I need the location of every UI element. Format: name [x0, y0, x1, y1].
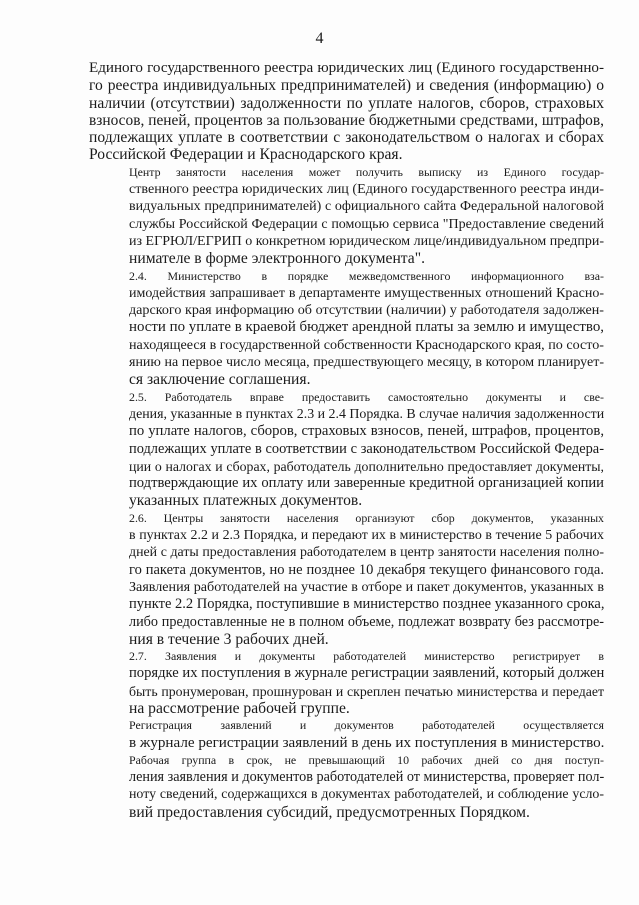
text-line: дней с даты предоставления работодателем в центр занятости населения полно-	[129, 545, 604, 561]
text-line: порядке их поступления в журнале регистрации заявлений, который должен	[129, 665, 605, 682]
text-line: ления заявления и документов работодателей от министерства, проверяет пол-	[129, 769, 605, 786]
text-line: взносов, пеней, процентов за пользование бюджетными средствами, штрафов,	[89, 111, 604, 129]
document-body	[89, 60, 604, 821]
text-line: дения, указанные в пунктах 2.3 и 2.4 Порядка. В случае наличия задолженности	[129, 406, 605, 422]
text-line: быть пронумерован, прошнурован и скреплен печатью министерства и передает	[129, 683, 604, 699]
text-line: в пунктах 2.2 и 2.3 Порядка, и передают их в министерство в течение 5 рабочих	[129, 528, 604, 544]
text-line: пункте 2.2 Порядка, поступившие в министерство позднее указанного срока,	[129, 596, 605, 613]
text-line: подтверждающие их оплату или заверенные кредитной организацией копии	[129, 475, 604, 492]
text-line: ности по уплате в краевой бюджет арендной платы за землю и имущество,	[129, 319, 604, 336]
text-line: Российской Федерации и Краснодарского края.	[89, 146, 403, 164]
paragraph-registration	[89, 717, 604, 752]
text-line: из ЕГРЮЛ/ЕГРИП о конкретном юридическом лице/индивидуальном предпри-	[129, 233, 604, 249]
text-line: 2.5. Работодатель вправе предоставить самостоятельно документы и све-	[129, 389, 604, 404]
text-line: го реестра индивидуальных предпринимателей) и сведения (информацию) о	[89, 77, 604, 95]
text-line: Регистрация заявлений и документов работодателей осуществляется	[129, 718, 604, 733]
text-line: ции о налогах и сборах, работодатель дополнительно предоставляет документы,	[129, 458, 604, 474]
text-line: Заявления работодателей на участие в отборе и пакет документов, указанных в	[129, 578, 604, 595]
text-line: ственного реестра юридических лиц (Единого государственного реестра инди-	[129, 181, 604, 198]
paragraph-clause-2-6	[89, 510, 604, 648]
paragraph-clause-2-7	[89, 648, 604, 717]
text-line: подлежащих уплате в соответствии с законодательством о налогах и сборах	[89, 129, 604, 147]
text-line: нимателе в форме электронного документа".	[129, 250, 425, 268]
text-line: ся заключение соглашения.	[129, 371, 311, 389]
text-line: Центр занятости населения может получить выписку из Единого государ-	[129, 164, 604, 179]
text-line: 2.4. Министерство в порядке межведомственного информационного вза-	[129, 268, 604, 283]
text-line: го пакета документов, но не позднее 10 декабря текущего финансового года.	[129, 561, 604, 578]
text-line: ния в течение 3 рабочих дней.	[129, 630, 329, 648]
text-line: 2.6. Центры занятости населения организуют сбор документов, указанных	[129, 510, 604, 525]
paragraph-clause-2-5	[89, 389, 604, 510]
text-line: по уплате налогов, сборов, страховых взносов, пеней, штрафов, процентов,	[129, 423, 604, 440]
text-line: в журнале регистрации заявлений в день их поступления в министерство.	[129, 734, 605, 751]
paragraph-working-group	[89, 752, 604, 821]
text-line: службы Российской Федерации с помощью сервиса "Предоставление сведений	[129, 216, 604, 232]
text-line: Рабочая группа в срок, не превышающий 10 рабочих дней со дня поступ-	[129, 752, 604, 767]
text-line: находящееся в государственной собственности Краснодарского края, по состо-	[129, 336, 604, 353]
text-line: Единого государственного реестра юридических лиц (Единого государственно-	[89, 60, 604, 76]
text-line: имодействия запрашивает в департаменте имущественных отношений Красно-	[129, 285, 604, 301]
text-line: подлежащих уплате в соответствии с законодательством Российской Федера-	[129, 440, 604, 457]
text-line: наличии (отсутствии) задолженности по уплате налогов, сборов, страховых	[89, 94, 604, 112]
text-line: на рассмотрение рабочей группе.	[129, 699, 350, 717]
text-line: янию на первое число месяца, предшествующего месяцу, в котором планирует-	[129, 355, 604, 371]
text-line: вий предоставления субсидий, предусмотренных Порядком.	[129, 803, 530, 821]
page-number: 4	[315, 30, 324, 47]
text-line: ноту сведений, содержащихся в документах работодателей, и соблюдение усло-	[129, 787, 604, 803]
text-line: дарского края информацию об отсутствии (наличии) у работодателя задолжен-	[129, 302, 604, 319]
text-line: указанных платежных документов.	[129, 492, 363, 510]
paragraph-continuation	[89, 60, 604, 164]
paragraph-clause-2-4	[89, 268, 604, 389]
text-line: видуальных предпринимателей) с официального сайта Федеральной налоговой	[129, 199, 604, 215]
text-line: 2.7. Заявления и документы работодателей министерство регистрирует в	[129, 649, 604, 664]
text-line: либо предоставленные не в полном объеме, подлежат возврату без рассмотре-	[129, 613, 604, 630]
paragraph-employment-center	[89, 164, 604, 268]
